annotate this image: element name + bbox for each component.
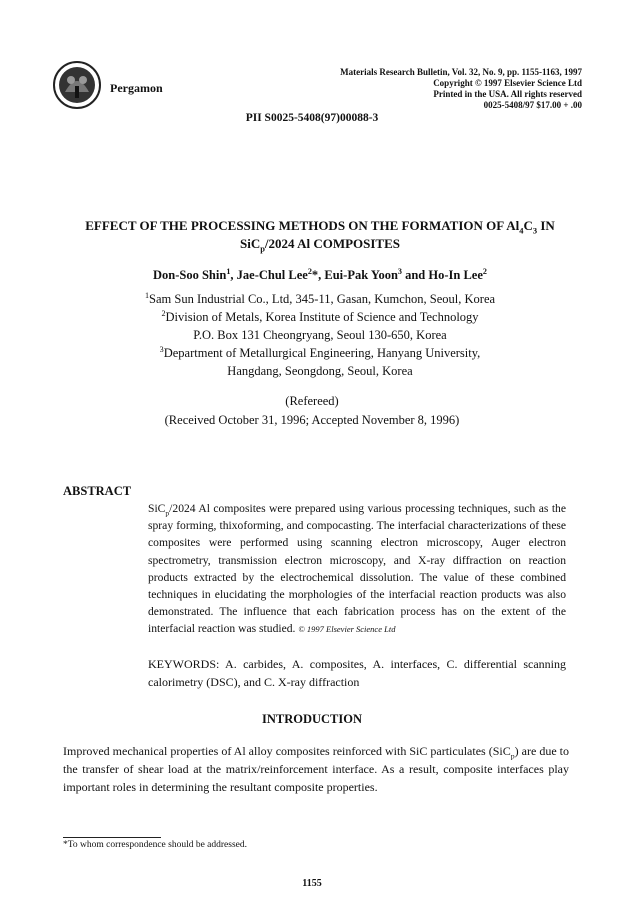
affiliation-mark: 3 — [159, 344, 164, 354]
title-line-2 — [40, 235, 600, 253]
printed-line: Printed in the USA. All rights reserved — [433, 89, 582, 99]
title-text: EFFECT OF THE PROCESSING METHODS ON THE FORMATION OF Al — [85, 218, 520, 233]
abstract-text-part: /2024 Al composites were prepared using various processing techniques, such as the spray forming, thixoforming, and compocasting. The interfacial characterizations of these composites were performed using scanning electron microscopy, Auger electron spectrometry, transmission electron microscopy, and X-ray diffraction on reaction products extracted by the electrochemical dissolution. The value of these combined techniques in elucidating the morphologies of the interfacial reaction products was also demonstrated. The influence that each fabrication process has on the extent of the interfacial reaction was studied. — [148, 502, 566, 636]
journal-info — [340, 67, 582, 111]
review-status — [0, 392, 624, 430]
abstract-subscript: p — [165, 508, 170, 518]
affiliation-1 — [60, 290, 580, 308]
page-number: 1155 — [302, 878, 322, 889]
title-text: SiC — [239, 236, 261, 251]
title-subscript: p — [260, 243, 265, 254]
affiliation-mark: 2 — [307, 266, 312, 276]
pii-identifier: PII S0025-5408(97)00088-3 — [245, 112, 379, 124]
intro-subscript: p — [510, 751, 515, 761]
affiliation-text: Sam Sun Industrial Co., Ltd, 345-11, Gasan, Kumchon, Seoul, Korea — [149, 292, 496, 306]
intro-text-part: ) are due to the transfer of shear load at the matrix/reinforcement interface. As a result, composite interfaces play important roles in determining the resultant composite properties. — [63, 744, 569, 794]
abstract-text — [148, 500, 566, 639]
elsevier-tree-logo-icon — [52, 60, 102, 110]
abstract-text-part: SiC — [148, 502, 166, 515]
affiliation-2 — [60, 308, 580, 326]
title-text: C — [523, 218, 533, 233]
introduction-text — [63, 742, 569, 796]
footnote-divider — [63, 837, 161, 838]
issn-line: 0025-5408/97 $17.00 + .00 — [483, 100, 582, 110]
author-name: , Eui-Pak Yoon — [318, 268, 398, 282]
affiliation-3-address: Hangdang, Seongdong, Seoul, Korea — [227, 364, 413, 378]
author-name: , Jae-Chul Lee — [230, 268, 308, 282]
affiliation-text: Department of Metallurgical Engineering, Hanyang University, — [163, 346, 481, 360]
copyright-line: Copyright © 1997 Elsevier Science Ltd — [433, 78, 582, 88]
title-text: IN — [537, 218, 555, 233]
corresponding-mark: * — [311, 268, 319, 282]
title-text: /2024 Al COMPOSITES — [264, 236, 400, 251]
affiliation-text: Division of Metals, Korea Institute of Science and Technology — [165, 310, 479, 324]
affiliation-2-address: P.O. Box 131 Cheongryang, Seoul 130-650, Korea — [193, 328, 447, 342]
keywords: KEYWORDS: A. carbides, A. composites, A. interfaces, C. differential scanning calorimetry (DSC), and C. X-ray diffraction — [148, 657, 566, 689]
author-list — [60, 268, 580, 283]
abstract-heading: ABSTRACT — [63, 484, 132, 498]
introduction-heading: INTRODUCTION — [261, 712, 362, 726]
author-name: and Ho-In Lee — [401, 268, 483, 282]
affiliation-mark: 1 — [226, 266, 231, 276]
affiliation-mark: 1 — [144, 290, 150, 300]
received-dates: (Received October 31, 1996; Accepted November 8, 1996) — [164, 413, 460, 427]
affiliation-mark: 3 — [397, 266, 402, 276]
author-name: Don-Soo Shin — [153, 268, 227, 282]
affiliation-mark: 2 — [482, 266, 487, 276]
title-subscript: 4 — [519, 225, 524, 236]
publisher-name: Pergamon — [110, 81, 163, 95]
affiliation-3 — [60, 344, 580, 362]
title-subscript: 3 — [532, 225, 538, 236]
affiliations — [60, 290, 580, 380]
affiliation-mark: 2 — [161, 308, 166, 318]
journal-citation: Materials Research Bulletin, Vol. 32, No. 9, pp. 1155-1163, 1997 — [340, 67, 582, 77]
title-line-1 — [40, 217, 600, 235]
abstract-copyright: © 1997 Elsevier Science Ltd — [298, 624, 396, 635]
intro-text-part: Improved mechanical properties of Al alloy composites reinforced with SiC particulates (SiC — [63, 744, 511, 758]
paper-title — [40, 217, 600, 253]
refereed-label: (Refereed) — [285, 394, 339, 408]
footnote: *To whom correspondence should be addressed. — [63, 840, 248, 850]
